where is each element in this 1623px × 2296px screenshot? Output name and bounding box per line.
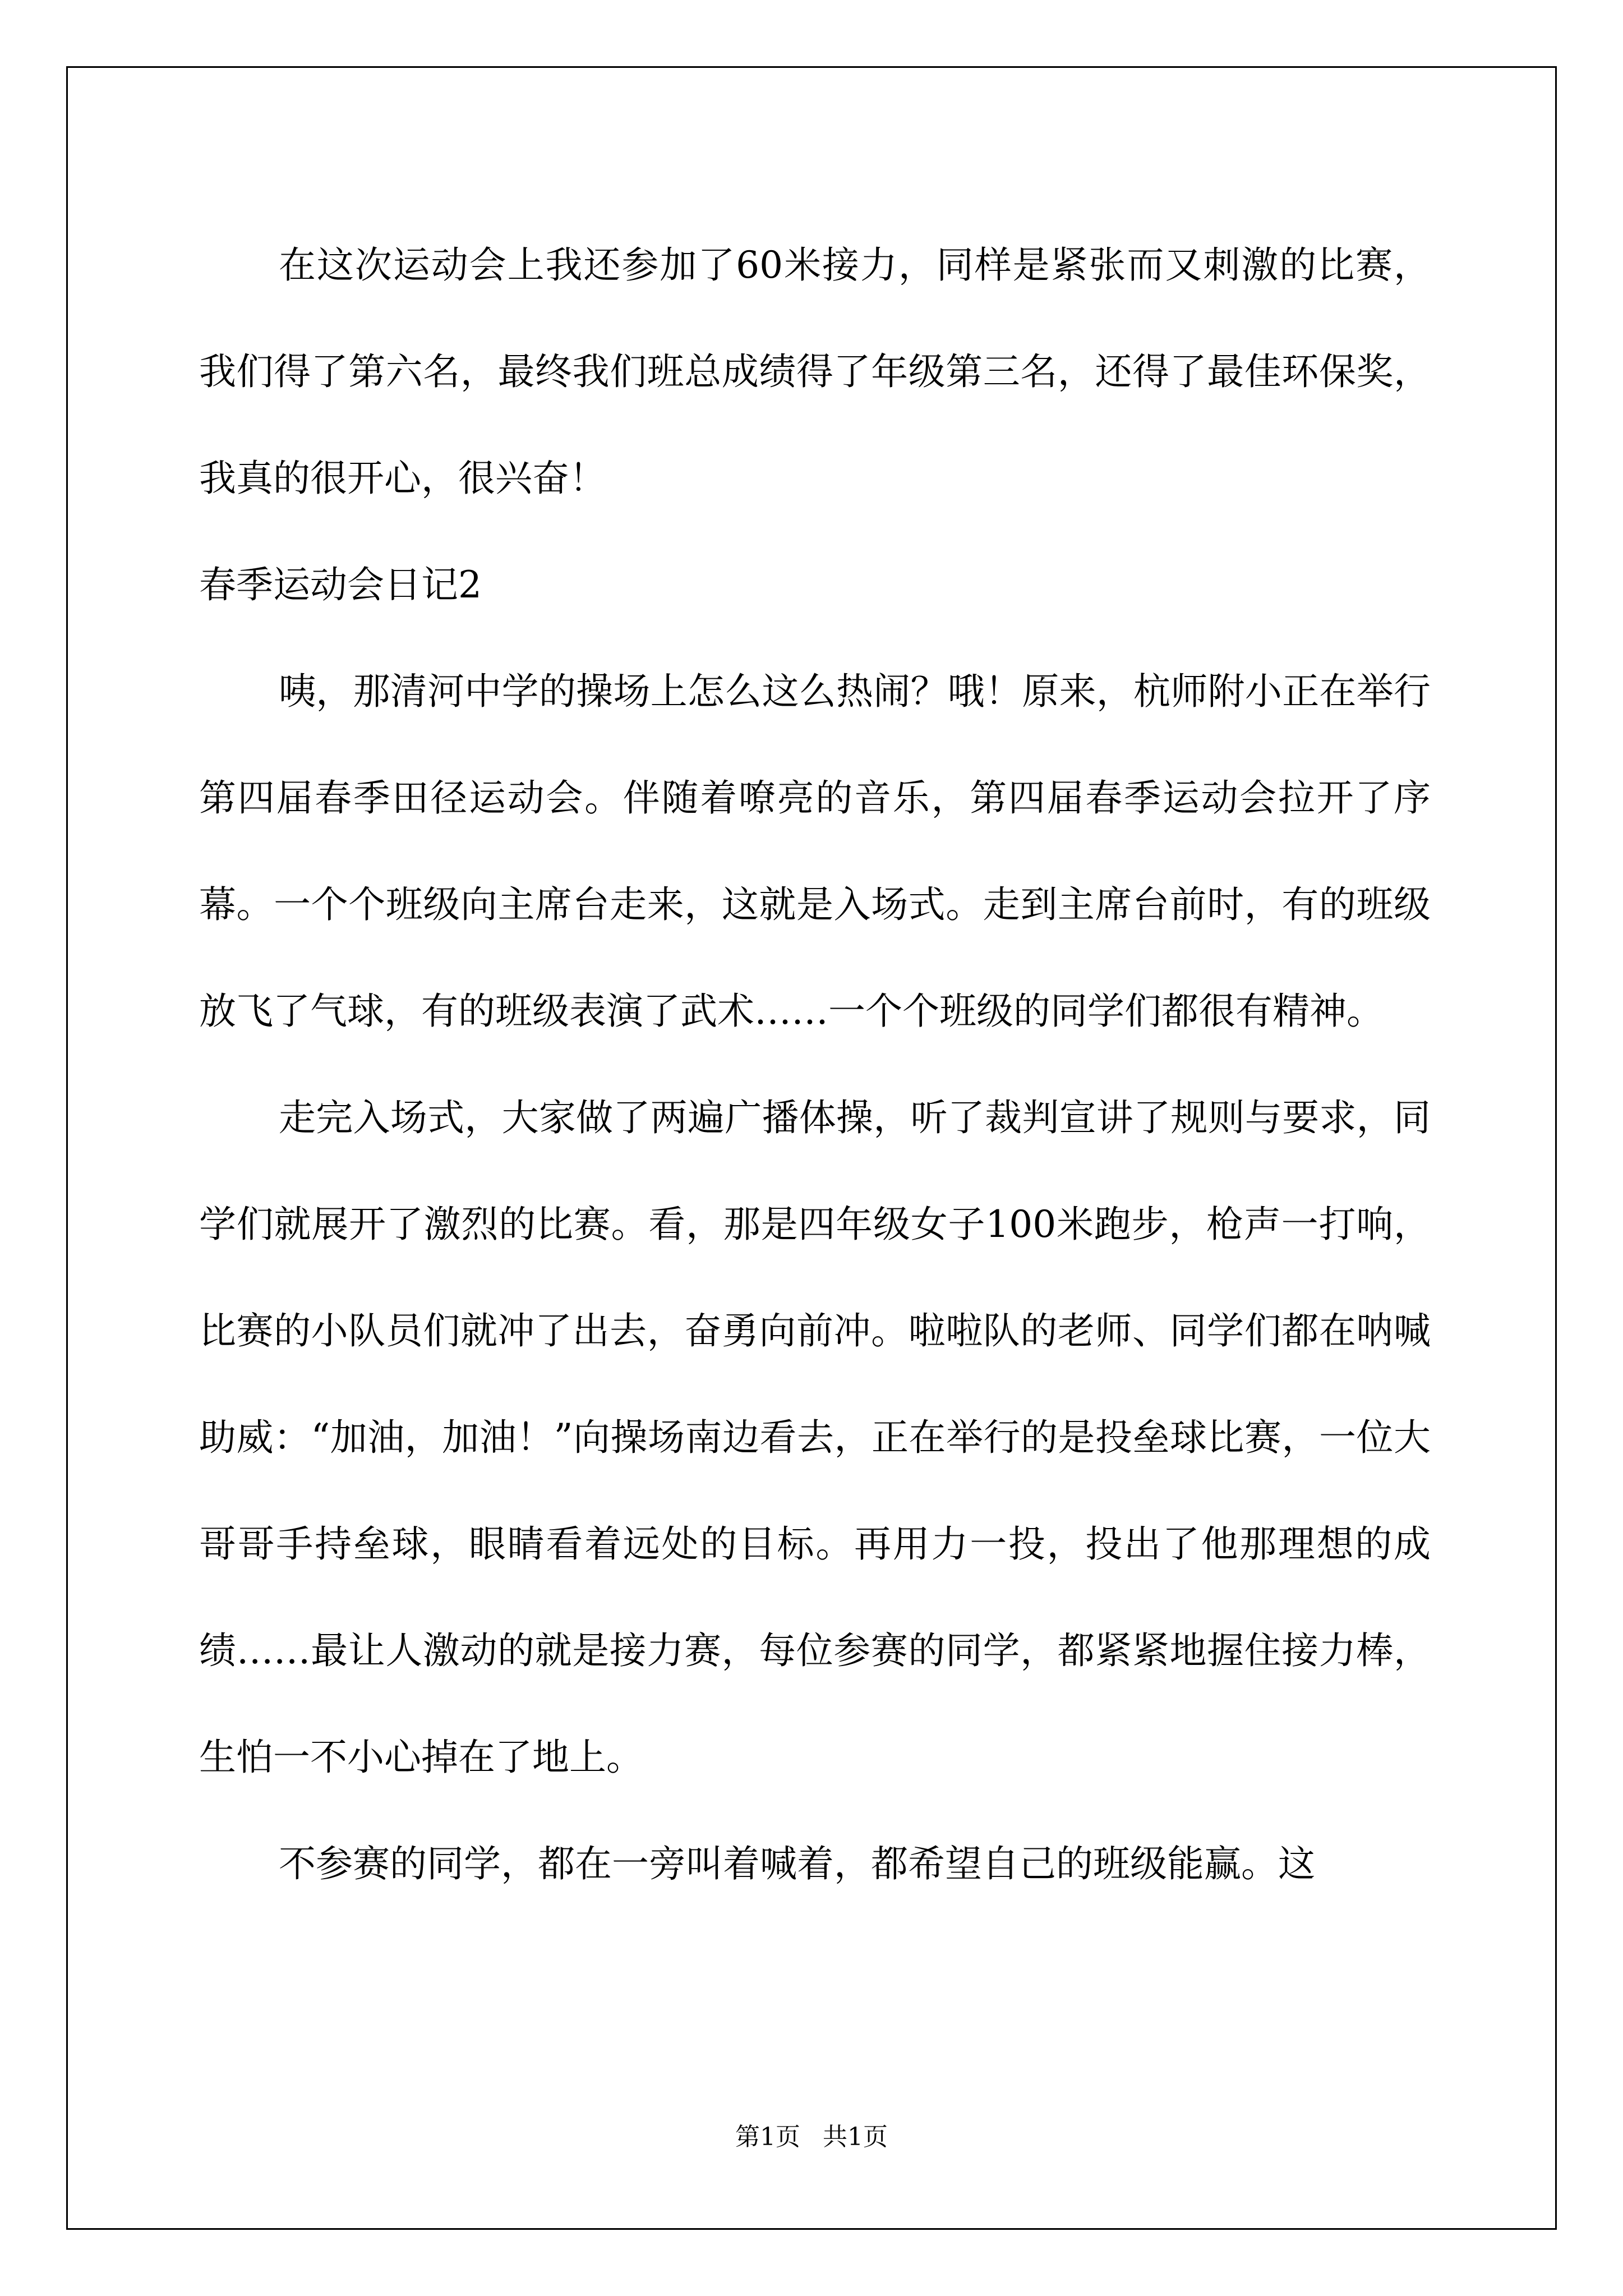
- page-number: 第1页: [735, 2123, 800, 2151]
- paragraph: 走完入场式，大家做了两遍广播体操，听了裁判宣讲了规则与要求，同学们就展开了激烈的比赛。看，那是四年级女子100米跑步，枪声一打响，比赛的小队员们就冲了出去，奋勇向前冲。啦啦队的老师、同学们都在呐喊助威：“加油，加油！”向操场南边看去，正在举行的是投垒球比赛，一位大哥哥手持垒球，眼睛看着远处的目标。再用力一投，投出了他那理想的成绩……最让人激动的就是接力赛，每位参赛的同学，都紧紧地握住接力棒，生怕一不小心掉在了地上。: [199, 1096, 1431, 1779]
- paragraph: 咦，那清河中学的操场上怎么这么热闹？哦！原来，杭师附小正在举行第四届春季田径运动会。伴随着嘹亮的音乐，第四届春季运动会拉开了序幕。一个个班级向主席台走来，这就是入场式。走到主席台前时，有的班级放飞了气球，有的班级表演了武术……一个个班级的同学们都很有精神。: [199, 670, 1431, 1033]
- document-body: [199, 212, 1431, 1917]
- paragraph: 在这次运动会上我还参加了60米接力，同样是紧张而又刺激的比赛，我们得了第六名，最终我们班总成绩得了年级第三名，还得了最佳环保奖，我真的很开心，很兴奋！: [199, 243, 1431, 500]
- paragraph: 不参赛的同学，都在一旁叫着喊着，都希望自己的班级能赢。这: [279, 1842, 1315, 1885]
- page-footer: [0, 2120, 1623, 2154]
- page-total: 共1页: [823, 2123, 888, 2151]
- section-heading: 春季运动会日记2: [199, 563, 482, 606]
